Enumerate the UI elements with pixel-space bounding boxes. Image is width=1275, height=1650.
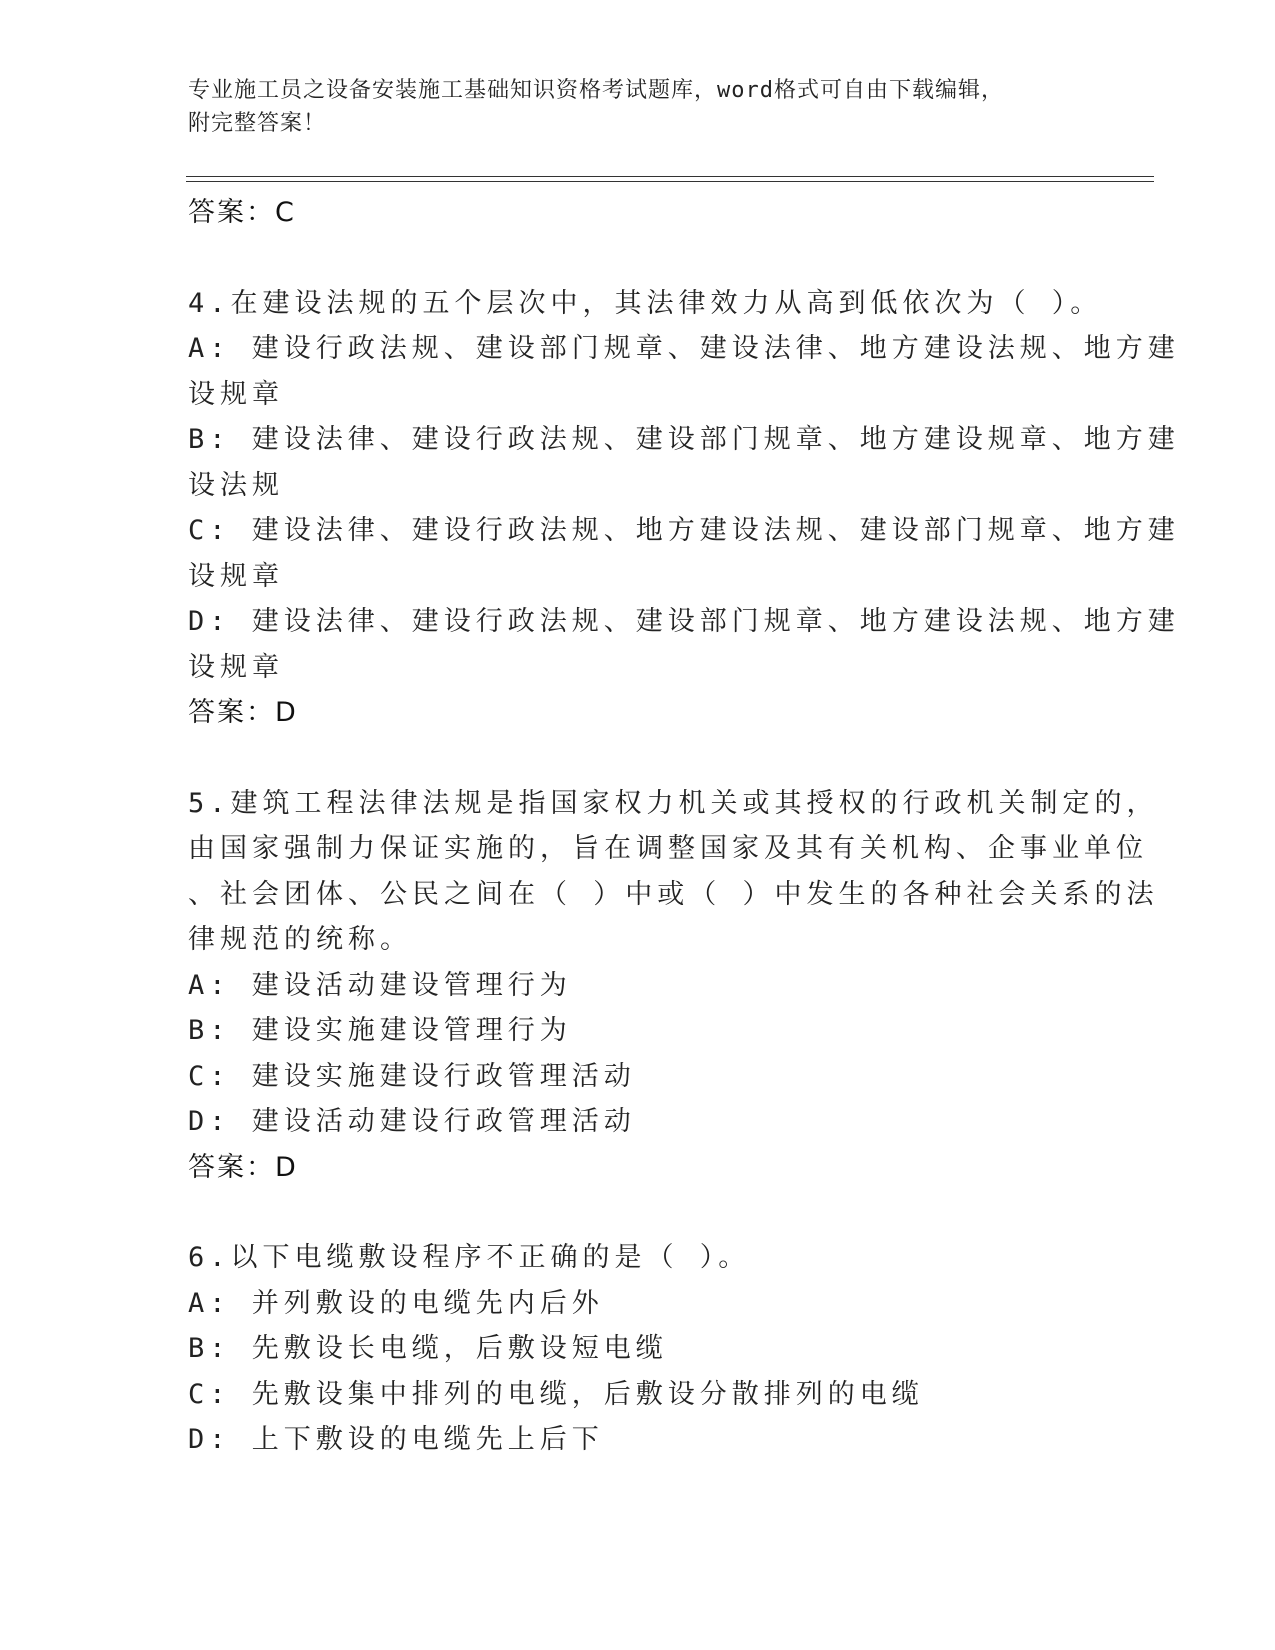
option-b: B: 建设法律、建设行政法规、建设部门规章、地方建设规章、地方建 bbox=[188, 424, 1180, 455]
option-c-cont: 设规章 bbox=[188, 560, 284, 592]
option-b: B: 建设实施建设管理行为 bbox=[188, 1015, 572, 1046]
option-a-cont: 设规章 bbox=[188, 378, 284, 410]
document-header bbox=[188, 74, 1068, 140]
question-text-cont: 律规范的统称。 bbox=[188, 924, 412, 955]
header-line-1: 专业施工员之设备安装施工基础知识资格考试题库，word格式可自由下载编辑， bbox=[188, 78, 1004, 103]
header-line-2: 附完整答案！ bbox=[188, 111, 327, 136]
option-a: A: 建设行政法规、建设部门规章、建设法律、地方建设法规、地方建 bbox=[188, 333, 1180, 364]
question-text: 5.建筑工程法律法规是指国家权力机关或其授权的行政机关制定的， bbox=[188, 787, 1159, 819]
question-5 bbox=[188, 781, 1159, 1191]
option-c: C: 建设实施建设行政管理活动 bbox=[188, 1060, 636, 1092]
option-c: C: 建设法律、建设行政法规、地方建设法规、建设部门规章、地方建 bbox=[188, 515, 1180, 546]
answer: 答案：D bbox=[188, 697, 298, 728]
question-4 bbox=[188, 281, 1180, 736]
question-text: 4.在建设法规的五个层次中，其法律效力从高到低依次为（ ）。 bbox=[188, 287, 1103, 319]
option-d: D: 上下敷设的电缆先上后下 bbox=[188, 1424, 604, 1455]
question-text: 6.以下电缆敷设程序不正确的是（ ）。 bbox=[188, 1242, 751, 1273]
option-c: C: 先敷设集中排列的电缆，后敷设分散排列的电缆 bbox=[188, 1378, 924, 1410]
option-d: D: 建设活动建设行政管理活动 bbox=[188, 1106, 636, 1137]
question-text-cont: 由国家强制力保证实施的，旨在调整国家及其有关机构、企事业单位 bbox=[188, 833, 1148, 864]
question-6 bbox=[188, 1235, 1088, 1463]
option-a: A: 并列敷设的电缆先内后外 bbox=[188, 1287, 604, 1319]
option-b: B: 先敷设长电缆，后敷设短电缆 bbox=[188, 1333, 668, 1364]
option-d-cont: 设规章 bbox=[188, 651, 284, 683]
document-body bbox=[188, 190, 1180, 1463]
option-b-cont: 设法规 bbox=[188, 469, 284, 501]
option-a: A: 建设活动建设管理行为 bbox=[188, 969, 572, 1001]
answer-prev: 答案：C bbox=[188, 197, 296, 228]
question-text-cont: 、社会团体、公民之间在（ ）中或（ ）中发生的各种社会关系的法 bbox=[188, 878, 1159, 910]
header-divider-top bbox=[186, 176, 1154, 177]
answer: 答案：D bbox=[188, 1151, 298, 1183]
header-divider-bottom bbox=[186, 181, 1154, 182]
option-d: D: 建设法律、建设行政法规、建设部门规章、地方建设法规、地方建 bbox=[188, 606, 1180, 637]
